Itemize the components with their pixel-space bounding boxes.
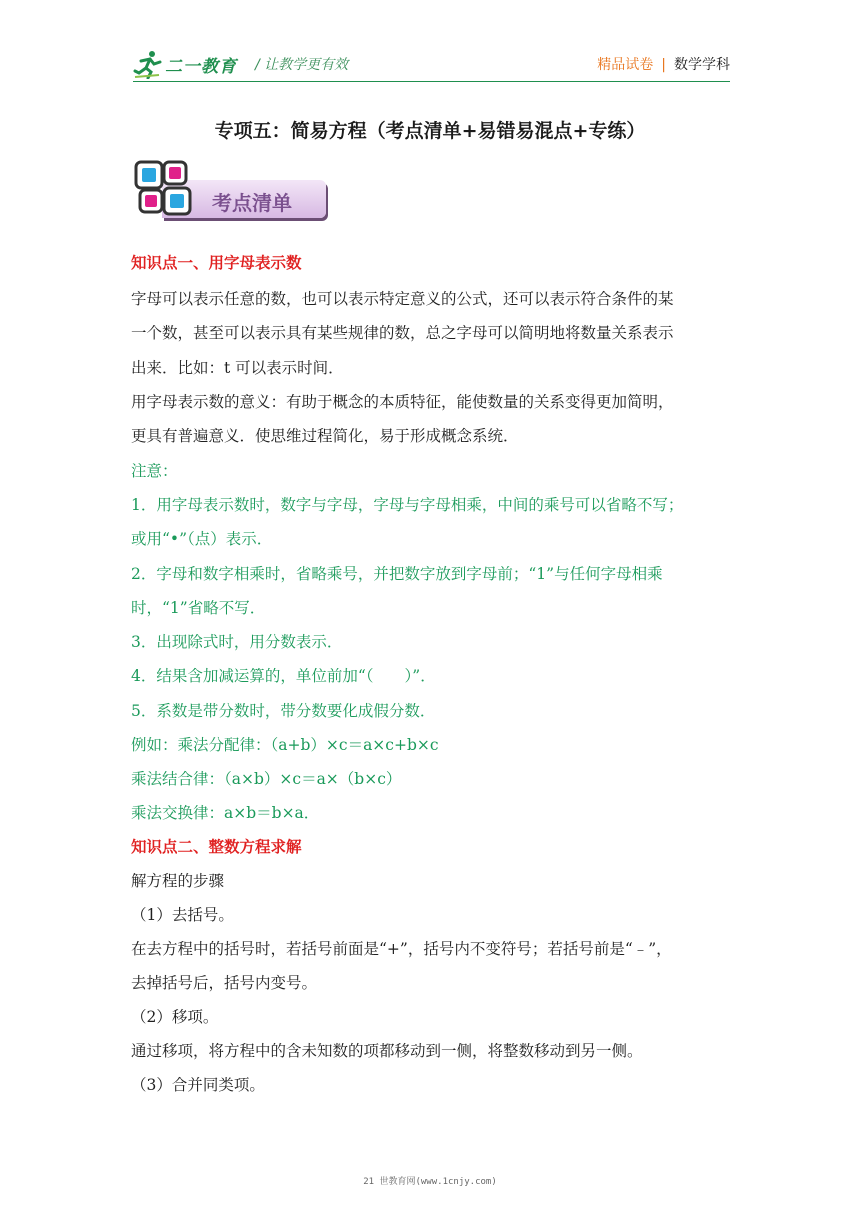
- note-line: 3．出现除式时，用分数表示．: [131, 633, 343, 651]
- section-banner: [134, 158, 326, 226]
- subject-label: 数学学科: [674, 57, 730, 73]
- slogan: / 让教学更有效: [255, 57, 349, 73]
- body-line: 出来．比如：t 可以表示时间．: [131, 359, 344, 377]
- body-line: 通过移项，将方程中的含未知数的项都移动到一侧，将整数移动到另一侧。: [131, 1042, 643, 1060]
- body-line: 解方程的步骤: [131, 872, 225, 890]
- body-line: （1）去括号。: [131, 906, 234, 924]
- body-line: 去掉括号后，括号内变号。: [131, 974, 318, 992]
- body-line: 更具有普遍意义．使思维过程简化，易于形成概念系统．: [131, 427, 519, 445]
- note-line: 4．结果含加减运算的，单位前加“（ ）”．: [131, 667, 436, 685]
- logo-text: 二一教育: [165, 56, 237, 77]
- runner-logo-icon: [133, 49, 163, 79]
- body-line: 在去方程中的括号时，若括号前面是“+”，括号内不变符号；若括号前是“﹣”，: [131, 940, 672, 958]
- body-line: （3）合并同类项。: [131, 1076, 265, 1094]
- brand-logo: [133, 48, 237, 80]
- note-line: 2．字母和数字相乘时，省略乘号，并把数字放到字母前；“1”与任何字母相乘: [131, 565, 663, 583]
- page-footer: 21 世教育网(www.1cnjy.com): [363, 1177, 497, 1187]
- banner-label: 考点清单: [212, 191, 292, 215]
- note-line: 注意：: [131, 462, 178, 480]
- section-heading: 知识点一、用字母表示数: [131, 254, 302, 272]
- note-line: 乘法交换律：a×b＝b×a．: [131, 804, 320, 822]
- note-line: 或用“•”（点）表示．: [131, 530, 273, 548]
- page-title: 专项五：简易方程（考点清单+易错易混点+专练）: [214, 120, 646, 142]
- note-line: 例如：乘法分配律：（a+b）×c＝a×c+b×c: [131, 736, 439, 754]
- body-line: 字母可以表示任意的数，也可以表示特定意义的公式，还可以表示符合条件的某: [131, 290, 674, 308]
- section-heading: 知识点二、整数方程求解: [131, 838, 302, 856]
- header-separator: |: [661, 57, 666, 73]
- header-divider: [133, 81, 730, 82]
- grid-squares-icon: [134, 158, 198, 222]
- note-line: 5．系数是带分数时，带分数要化成假分数．: [131, 702, 436, 720]
- header-right: [597, 54, 730, 74]
- note-line: 乘法结合律：（a×b）×c＝a×（b×c）: [131, 770, 402, 788]
- note-line: 时，“1”省略不写．: [131, 599, 266, 617]
- body-line: 用字母表示数的意义：有助于概念的本质特征，能使数量的关系变得更加简明，: [131, 393, 674, 411]
- quality-tag: 精品试卷: [597, 57, 654, 73]
- body-line: （2）移项。: [131, 1008, 219, 1026]
- body-line: 一个数，甚至可以表示具有某些规律的数，总之字母可以简明地将数量关系表示: [131, 324, 674, 342]
- note-line: 1．用字母表示数时，数字与字母，字母与字母相乘，中间的乘号可以省略不写；: [131, 496, 684, 514]
- page-header: [133, 48, 730, 82]
